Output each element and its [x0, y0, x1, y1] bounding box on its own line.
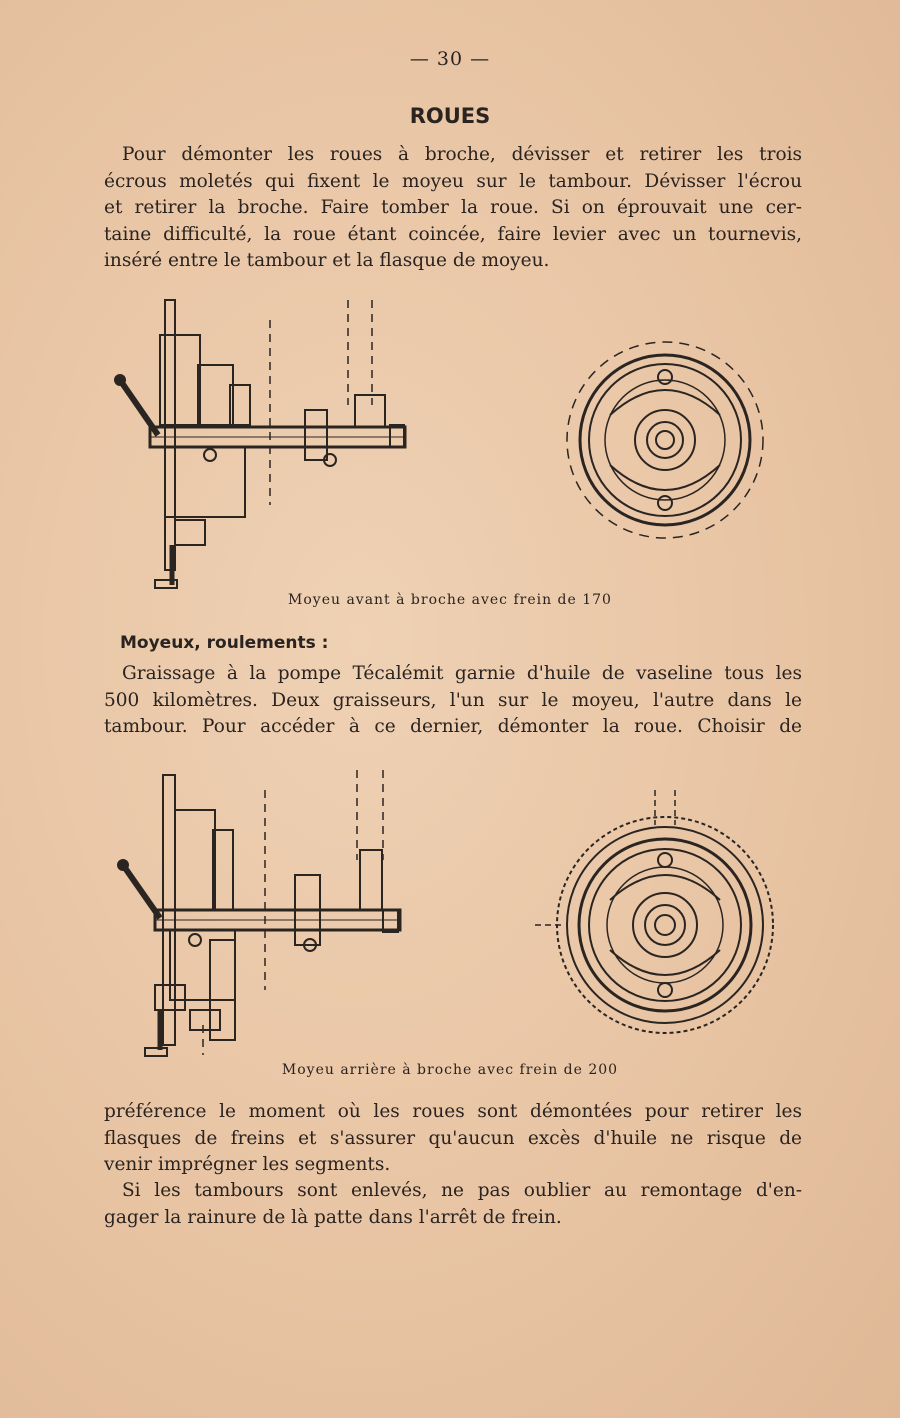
- text-line: tambour. Pour accéder à ce dernier, démonter la roue. Choisir de: [104, 716, 802, 737]
- text-line: inséré entre le tambour et la flasque de moyeu.: [104, 250, 550, 271]
- text-line: préférence le moment où les roues sont démontées pour retirer les: [104, 1101, 802, 1122]
- rear-hub-section-drawing: [115, 760, 420, 1065]
- section-heading: ROUES: [409, 104, 491, 128]
- text-line: Si les tambours sont enlevés, ne pas oublier au remontage d'en-: [122, 1180, 802, 1201]
- text-line: Pour démonter les roues à broche, dévisser et retirer les trois: [122, 144, 802, 165]
- text-line: flasques de freins et s'assurer qu'aucun excès d'huile ne risque de: [104, 1127, 802, 1149]
- text-line: écrous moletés qui fixent le moyeu sur le tambour. Dévisser l'écrou: [104, 170, 802, 192]
- text-line: 500 kilomètres. Deux graisseurs, l'un sur le moyeu, l'autre dans le: [104, 689, 802, 711]
- paragraph-tambours: [104, 1178, 802, 1231]
- paragraph-graissage: [104, 661, 802, 741]
- paragraph-flasques: [104, 1099, 802, 1179]
- text-line: venir imprégner les segments.: [104, 1154, 391, 1175]
- paragraph-roues: [104, 142, 802, 275]
- text-line: gager la rainure de là patte dans l'arrêt de frein.: [104, 1206, 562, 1228]
- text-line: Graissage à la pompe Técalémit garnie d'huile de vaseline tous les: [122, 663, 802, 684]
- text-line: et retirer la broche. Faire tomber la roue. Si on éprouvait une cer-: [104, 197, 802, 218]
- text-line: taine difficulté, la roue étant coincée, faire levier avec un tournevis,: [104, 223, 802, 245]
- page-number: — 30 —: [409, 48, 491, 70]
- rear-sprocket-drum-drawing: [535, 780, 785, 1040]
- subsection-heading: Moyeux, roulements :: [120, 633, 329, 653]
- front-brake-drum-drawing: [555, 325, 775, 545]
- front-hub-section-drawing: [110, 295, 420, 595]
- figure-2-caption: Moyeu arrière à broche avec frein de 200: [281, 1062, 619, 1078]
- figure-1-caption: Moyeu avant à broche avec frein de 170: [288, 592, 612, 608]
